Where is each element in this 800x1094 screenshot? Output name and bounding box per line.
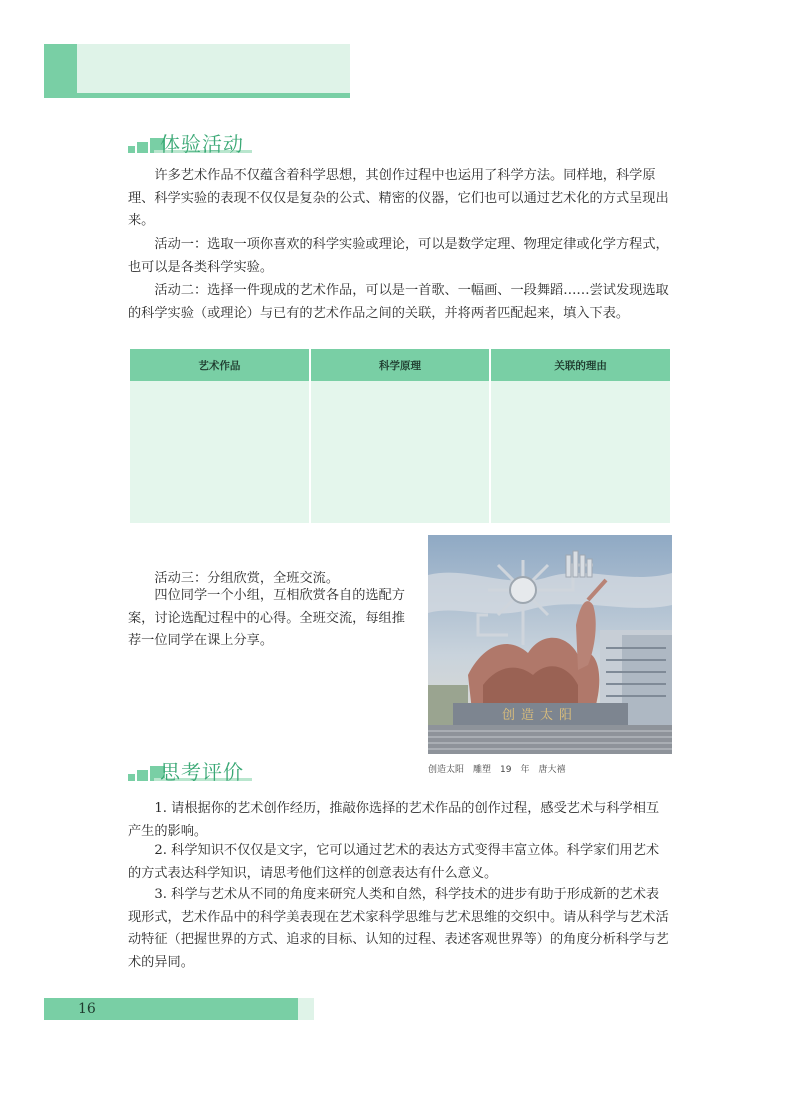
question-two: 2. 科学知识不仅仅是文字，它可以通过艺术的表达方式变得丰富立体。科学家们用艺术的方式表达科学知识，请思考他们这样的创意表达有什么意义。	[128, 843, 660, 881]
activity-three-title: 活动三：分组欣赏，全班交流。	[154, 571, 340, 586]
table-cell-reason[interactable]	[490, 381, 671, 523]
table-header: 关联的理由	[490, 349, 671, 381]
section-heading-reflection	[128, 756, 268, 790]
sculpture-photo	[428, 535, 672, 754]
table-header: 艺术作品	[129, 349, 310, 381]
header-band	[44, 44, 350, 98]
sculpture-image	[428, 535, 672, 754]
heading-square-icon	[128, 146, 135, 153]
heading-square-icon	[128, 774, 135, 781]
table-cell-principle[interactable]	[310, 381, 491, 523]
heading-square-icon	[137, 142, 148, 153]
plaque-text: 创造太阳	[501, 708, 579, 723]
intro-paragraph: 许多艺术作品不仅蕴含着科学思想，其创作过程中也运用了科学方法。同样地，科学原理、科学实验的表现不仅仅是复杂的公式、精密的仪器，它们也可以通过艺术化的方式呈现出来。	[128, 168, 669, 228]
page-number: 16	[78, 1001, 96, 1017]
question-three: 3. 科学与艺术从不同的角度来研究人类和自然，科学技术的进步有助于形成新的艺术表现形式，艺术作品中的科学美表现在艺术家科学思维与艺术思维的交织中。请从科学与艺术活动特征（把握世界的方式、追求的目标、认知的过程、表述客观世界等）的角度分析科学与艺术的异同。	[128, 887, 669, 970]
activity-two: 活动二：选择一件现成的艺术作品，可以是一首歌、一幅画、一段舞蹈……尝试发现选取的科学实验（或理论）与已有的艺术作品之间的关联，并将两者匹配起来，填入下表。	[128, 283, 669, 321]
header-band-accent	[44, 44, 77, 98]
header-band-line	[44, 93, 350, 98]
table-cell-artwork[interactable]	[129, 381, 310, 523]
table-header-row	[129, 349, 671, 381]
heading-square-icon	[137, 770, 148, 781]
activity-three-body: 四位同学一个小组，互相欣赏各自的选配方案，讨论选配过程中的心得。全班交流，每组推荐一位同学在课上分享。	[128, 588, 405, 648]
section-heading-experience	[128, 128, 268, 162]
section-title: 体验活动	[160, 132, 244, 156]
matching-table	[128, 349, 672, 523]
section-title: 思考评价	[160, 760, 244, 784]
table-row	[129, 381, 671, 523]
question-one: 1. 请根据你的艺术创作经历，推敲你选择的艺术作品的创作过程，感受艺术与科学相互产生的影响。	[128, 801, 660, 839]
photo-caption: 创造太阳 雕塑 19 年 唐大禧	[428, 765, 566, 775]
activity-one: 活动一：选取一项你喜欢的科学实验或理论，可以是数学定理、物理定律或化学方程式，也可以是各类科学实验。	[128, 237, 669, 275]
table-header: 科学原理	[310, 349, 491, 381]
